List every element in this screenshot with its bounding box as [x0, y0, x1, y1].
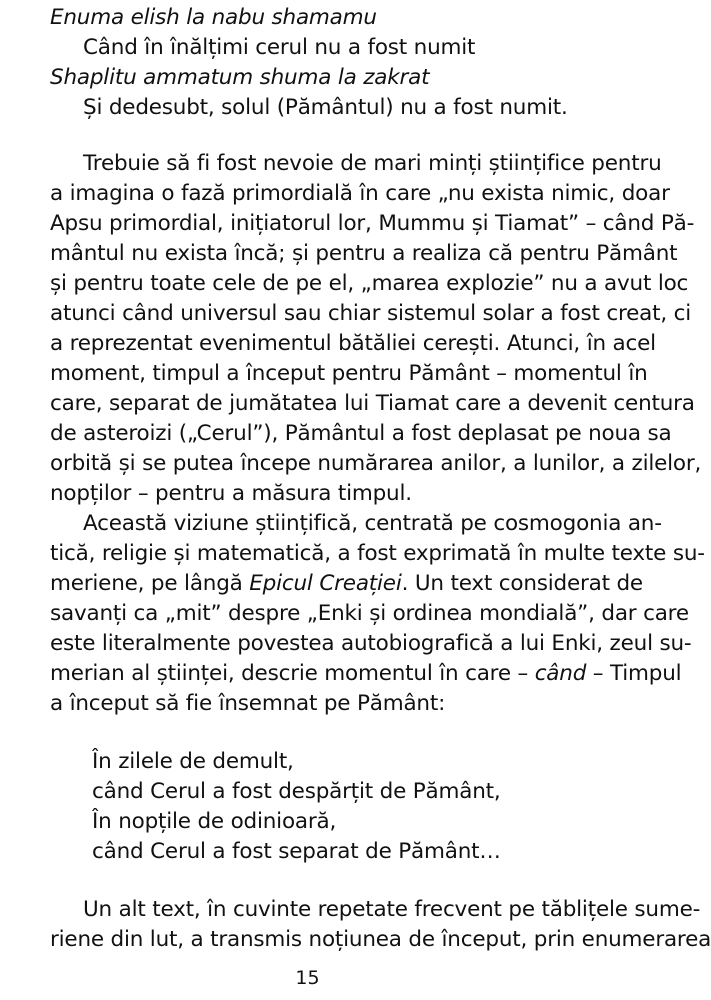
paragraph-1-line: Apsu primordial, inițiatorul lor, Mummu și Tiamat” – când Pă-	[50, 211, 695, 236]
paragraph-3-line: riene din lut, a transmis noțiunea de început, prin enumerarea	[50, 927, 711, 952]
text-run: . Un text considerat de	[401, 571, 643, 596]
paragraph-2-line	[50, 570, 643, 598]
paragraph-2-line: Această viziune științifică, centrată pe cosmogonia an-	[83, 511, 662, 536]
text-run: meriene, pe lângă	[50, 571, 250, 596]
paragraph-1-line: Trebuie să fi fost nevoie de mari minți științifice pentru	[83, 151, 662, 176]
poem-middle-line: În zilele de demult,	[92, 749, 294, 774]
poem-top-line-3: Shaplitu ammatum shuma la zakrat	[50, 65, 430, 90]
paragraph-1-line: de asteroizi („Cerul”), Pământul a fost deplasat pe noua sa	[50, 421, 672, 446]
paragraph-1-line: orbită și se putea începe numărarea anilor, a lunilor, a zilelor,	[50, 451, 702, 476]
paragraph-3-line: Un alt text, în cuvinte repetate frecvent pe tăblițele sume-	[83, 897, 701, 922]
paragraph-1-line: atunci când universul sau chiar sistemul solar a fost creat, ci	[50, 301, 692, 326]
text-run: merian al științei, descrie momentul în care –	[50, 661, 535, 686]
paragraph-1-line: și pentru toate cele de pe el, „marea explozie” nu a avut loc	[50, 271, 689, 296]
poem-top-line-2: Când în înălțimi cerul nu a fost numit	[83, 35, 476, 60]
emphasis-italic: când	[534, 661, 587, 686]
paragraph-2-line: tică, religie și matematică, a fost exprimată în multe texte su-	[50, 541, 705, 566]
paragraph-1-line: care, separat de jumătatea lui Tiamat care a devenit centura	[50, 391, 695, 416]
paragraph-2-line: este literalmente povestea autobiografică a lui Enki, zeul su-	[50, 631, 692, 656]
paragraph-1-line: a reprezentat evenimentul bătăliei cerești. Atunci, în acel	[50, 331, 656, 356]
poem-middle-line: În nopțile de odinioară,	[92, 809, 337, 834]
book-title-italic: Epicul Creației	[249, 571, 402, 596]
poem-top-line-1: Enuma elish la nabu shamamu	[50, 5, 377, 30]
text-run: – Timpul	[586, 661, 682, 686]
poem-middle-line: când Cerul a fost despărțit de Pământ,	[92, 779, 501, 804]
page-number: 15	[295, 967, 320, 989]
paragraph-1-line: mântul nu exista încă; și pentru a realiza că pentru Pământ	[50, 241, 678, 266]
poem-top-line-4: Și dedesubt, solul (Pământul) nu a fost numit.	[83, 95, 568, 120]
paragraph-1-line: moment, timpul a început pentru Pământ – momentul în	[50, 361, 648, 386]
paragraph-2-line	[50, 660, 681, 688]
paragraph-1-line: nopților – pentru a măsura timpul.	[50, 481, 412, 506]
poem-middle-line: când Cerul a fost separat de Pământ…	[92, 839, 501, 864]
paragraph-1-line: a imagina o fază primordială în care „nu exista nimic, doar	[50, 181, 670, 206]
paragraph-2-line: a început să fie însemnat pe Pământ:	[50, 691, 446, 716]
paragraph-2-line: savanți ca „mit” despre „Enki și ordinea mondială”, dar care	[50, 601, 689, 626]
